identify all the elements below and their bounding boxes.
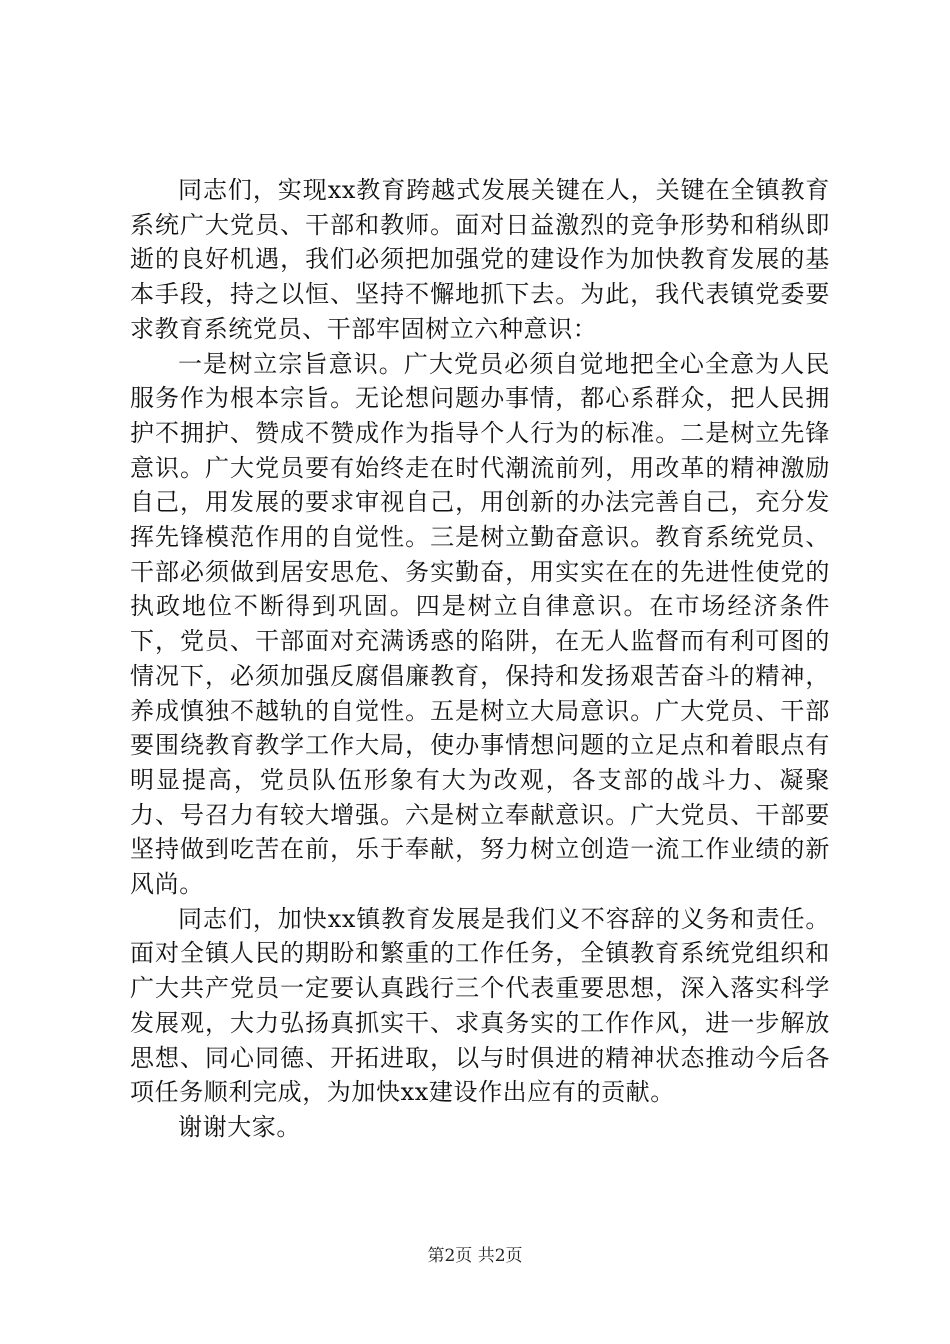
paragraph-closing: 同志们，加快xx镇教育发展是我们义不容辞的义务和责任。面对全镇人民的期盼和繁重的工作任务，全镇教育系统党组织和广大共产党员一定要认真践行三个代表重要思想，深入落实科学发展观，大力弘扬真抓实干、求真务实的工作作风，进一步解放思想、同心同德、开拓进取，以与时俱进的精神状态推动今后各项任务顺利完成，为加快xx建设作出应有的贡献。 bbox=[130, 904, 830, 1107]
document-body bbox=[130, 173, 830, 1145]
paragraph-thanks: 谢谢大家。 bbox=[178, 1112, 301, 1141]
paragraph-six-awarenesses: 一是树立宗旨意识。广大党员必须自觉地把全心全意为人民服务作为根本宗旨。无论想问题办事情，都心系群众，把人民拥护不拥护、赞成不赞成作为指导个人行为的标准。二是树立先锋意识。广大党员要有始终走在时代潮流前列，用改革的精神激励自己，用发展的要求审视自己，用创新的办法完善自己，充分发挥先锋模范作用的自觉性。三是树立勤奋意识。教育系统党员、干部必须做到居安思危、务实勤奋，用实实在在的先进性使党的执政地位不断得到巩固。四是树立自律意识。在市场经济条件下，党员、干部面对充满诱惑的陷阱，在无人监督而有利可图的情况下，必须加强反腐倡廉教育，保持和发扬艰苦奋斗的精神，养成慎独不越轨的自觉性。五是树立大局意识。广大党员、干部要围绕教育教学工作大局，使办事情想问题的立足点和着眼点有明显提高，党员队伍形象有大为改观，各支部的战斗力、凝聚力、号召力有较大增强。六是树立奉献意识。广大党员、干部要坚持做到吃苦在前，乐于奉献，努力树立创造一流工作业绩的新风尚。 bbox=[130, 349, 830, 899]
paragraph-intro: 同志们，实现xx教育跨越式发展关键在人，关键在全镇教育系统广大党员、干部和教师。面对日益激烈的竞争形势和稍纵即逝的良好机遇，我们必须把加强党的建设作为加快教育发展的基本手段，持之以恒、坚持不懈地抓下去。为此，我代表镇党委要求教育系统党员、干部牢固树立六种意识： bbox=[130, 176, 830, 343]
page-number-footer: 第2页 共2页 bbox=[427, 1246, 523, 1266]
